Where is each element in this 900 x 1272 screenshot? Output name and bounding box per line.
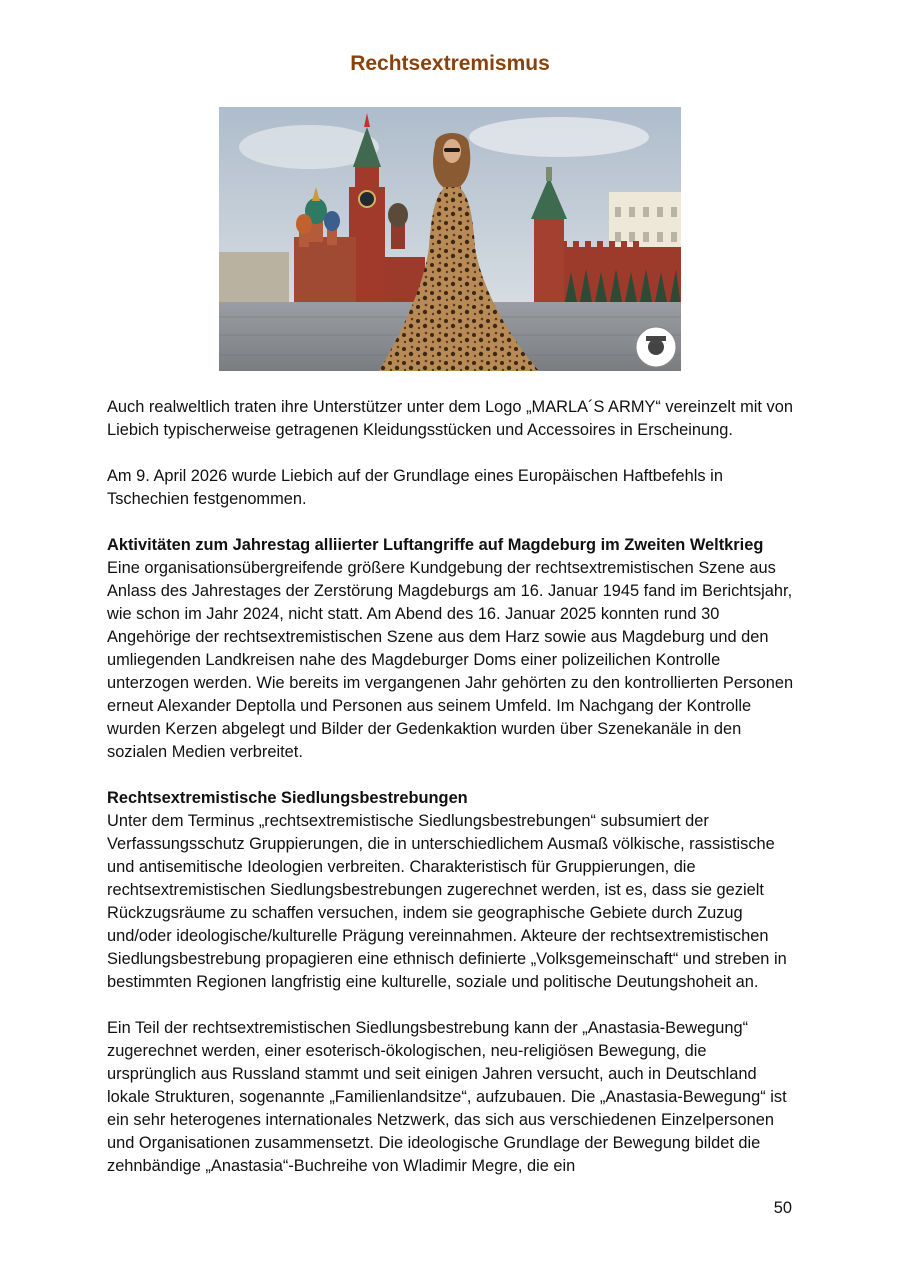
section-body: Eine organisationsübergreifende größere Kundgebung der rechtsextremistischen Szene aus Anlass des Jahrestages der Zerstörung Magdeburgs am 16. Januar 1945 fand im Berichtsjahr, wie schon im Jahr 2024, nicht statt. Am Abend des 16. Januar 2025 konnten rund 30 Angehörige der rechtsextremistischen Szene aus dem Harz sowie aus Magdeburg und den umliegenden Landkreisen nahe des Magdeburger Doms einer polizeilichen Kontrolle unterzogen werden. Wie bereits im vergangenen Jahr gehörten zu den kontrollierten Personen erneut Alexander Deptolla und Personen aus seinem Umfeld. Im Nachgang der Kontrolle wurden Kerzen abgelegt und Bilder der Gedenkaktion wurden über Szenekanäle in den sozialen Medien verbreitet. [107, 559, 794, 761]
section-heading: Aktivitäten zum Jahrestag alliierter Luftangriffe auf Magdeburg im Zweiten Weltkrieg [107, 536, 764, 554]
page-title: Rechtsextremismus [350, 52, 550, 75]
paragraph-marla-army: Auch realweltlich traten ihre Unterstützer unter dem Logo „MARLA´S ARMY“ vereinzelt mit von Liebich typischerweise getragenen Kleidungsstücken und Accessoires in Erscheinung. [107, 398, 793, 439]
section-magdeburg [107, 534, 797, 764]
watermark-logo [636, 327, 676, 367]
section-body: Unter dem Terminus „rechtsextremistische Siedlungsbestrebungen“ subsumiert der Verfassungsschutz Gruppierungen, die in unterschiedlichem Ausmaß völkische, rassistische und antisemitische Ideologien verbreiten. Charakteristisch für Gruppierungen, die rechtsextremistischen Siedlungsbestrebungen zugerechnet werden, ist es, dass sie gezielt Rückzugsräume zu schaffen versuchen, indem sie geographische Gebiete durch Zuzug und/oder ideologische/kulturelle Prägung vereinnahmen. Akteure der rechtsextremistischen Siedlungsbestrebung propagieren eine ethnisch definierte „Volksgemeinschaft“ und streben in bestimmten Regionen langfristig eine kulturelle, soziale und politische Deutungshoheit an. [107, 812, 787, 991]
section-heading: Rechtsextremistische Siedlungsbestrebungen [107, 789, 468, 807]
paragraph-anastasia: Ein Teil der rechtsextremistischen Siedlungsbestrebung kann der „Anastasia-Bewegung“ zugerechnet werden, einer esoterisch-ökologischen, neu-religiösen Bewegung, die ursprünglich aus Russland stammt und seit einigen Jahren versucht, auch in Deutschland lokale Strukturen, sogenannte „Familienlandsitze“, aufzubauen. Die „Anastasia-Bewegung“ ist ein sehr heterogenes internationales Netzwerk, das sich aus verschiedenen Einzelpersonen und Organisationen zusammensetzt. Die ideologische Grundlage der Bewegung bildet die zehnbändige „Anastasia“-Buchreihe von Wladimir Megre, die ein [107, 1019, 787, 1175]
paragraph-festnahme: Am 9. April 2026 wurde Liebich auf der Grundlage eines Europäischen Haftbefehls in Tschechien festgenommen. [107, 467, 723, 508]
photo-red-square [219, 107, 681, 371]
page-number: 50 [773, 1199, 792, 1217]
section-siedlungsbestrebungen [107, 787, 797, 994]
